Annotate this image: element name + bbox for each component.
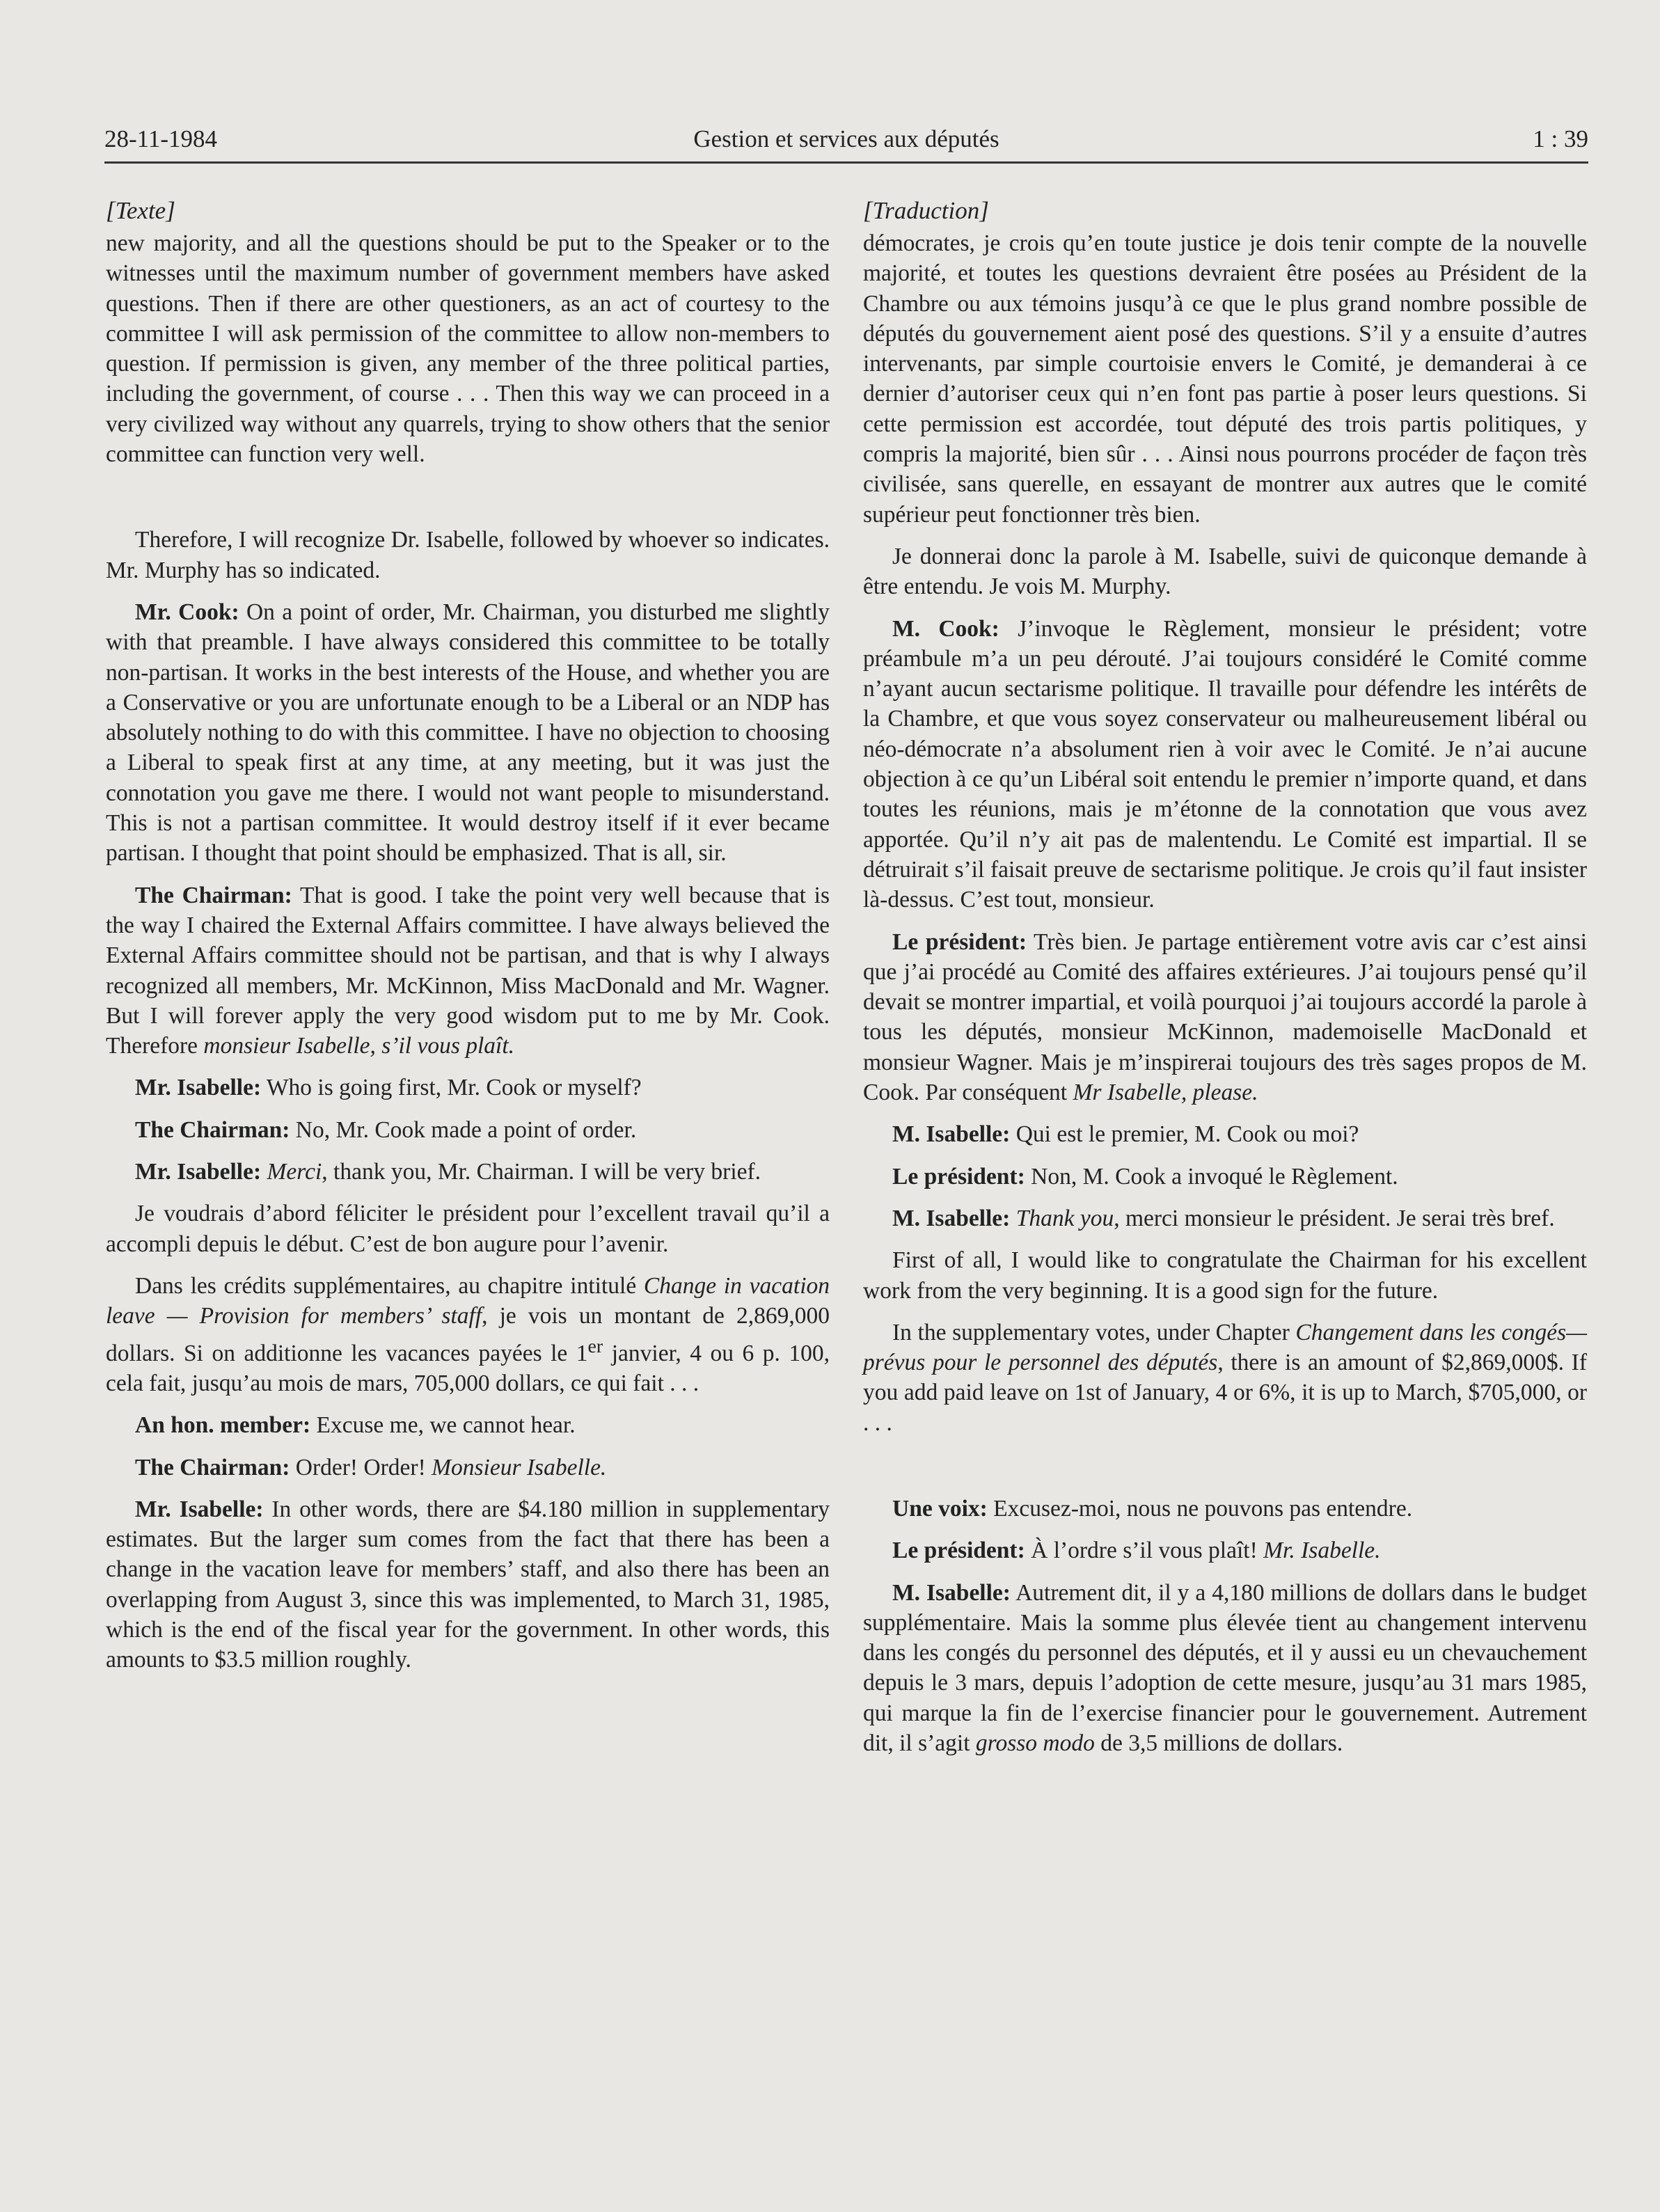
column-tag: [Texte] [106, 197, 175, 224]
speaker-name: Le président: [892, 1538, 1025, 1564]
paragraph: Therefore, I will recognize Dr. Isabelle, followed by whoever so indicates. Mr. Murphy has so indicated. [106, 527, 830, 583]
paragraph: The Chairman: No, Mr. Cook made a point of order. [135, 1116, 637, 1143]
paragraph: M. Isabelle: Autrement dit, il y a 4,180 millions de dollars dans le budget supplémentaire. Mais la somme plus élevée tient au changement intervenu dans les congés du personnel des députés, et il y aussi eu un chevauchement depuis le 3 mars, depuis l’adoption de cette mesure, jusqu’au 31 mars 1985, qui marque la fin de l’exercise financier pour le gouvernement. Autrement dit, il s’agit grosso modo de 3,5 millions de dollars. [863, 1579, 1587, 1757]
speaker-name: Mr. Isabelle: [135, 1159, 262, 1185]
header-date: 28-11-1984 [104, 125, 218, 152]
speaker-name: M. Isabelle: [892, 1205, 1011, 1231]
paragraph: M. Isabelle: Thank you, merci monsieur le président. Je serai très bref. [892, 1205, 1555, 1231]
paragraph: Le président: Très bien. Je partage entièrement votre avis car c’est ainsi que j’ai procédé au Comité des affaires extérieures. J’ai toujours pensé qu’il devait se montrer impartial, et voilà pourquoi j’ai toujours accordé la parole à tous les députés, monsieur McKinnon, mademoiselle MacDonald et monsieur Wagner. Mais je m’inspirerai toujours des très sages propos de M. Cook. Par conséquent Mr Isabelle, please. [863, 929, 1587, 1106]
paragraph: In the supplementary votes, under Chapter Changement dans les congés—prévus pour le personnel des députés, there is an amount of $2,869,000$. If you add paid leave on 1st of January, 4 or 6%, it is up to March, $705,000, or . . . [863, 1319, 1587, 1436]
paragraph: The Chairman: That is good. I take the point very well because that is the way I chaired the External Affairs committee. I have always believed the External Affairs committee should not be partisan, and that is why I always recognized all members, Mr. McKinnon, Miss MacDonald and Mr. Wagner. But I will forever apply the very good wisdom put to me by Mr. Cook. Therefore monsieur Isabelle, s’il vous plaît. [106, 882, 830, 1059]
speaker-name: Mr. Isabelle: [135, 1075, 262, 1101]
speaker-name: The Chairman: [135, 882, 292, 908]
speaker-name: M. Cook: [892, 615, 999, 642]
header-title: Gestion et services aux députés [693, 125, 999, 152]
paragraph: new majority, and all the questions should be put to the Speaker or to the witnesses until the maximum number of government members have asked questions. Then if there are other questioners, as an act of courtesy to the committee I will ask permission of the committee to allow non-members to question. If permission is given, any member of the three political parties, including the government, of course . . . Then this way we can proceed in a very civilized way without any quarrels, trying to show others that the senior committee can function very well. [106, 230, 830, 468]
speaker-name: The Chairman: [135, 1454, 290, 1480]
speaker-name: Mr. Cook: [135, 599, 239, 625]
paragraph: M. Cook: J’invoque le Règlement, monsieur le président; votre préambule m’a un peu dérouté. J’ai toujours considéré le Comité comme n’ayant aucun sectarisme politique. Il travaille pour défendre les intérêts de la Chambre, et que vous soyez conservateur ou malheureusement libéral ou néo-démocrate n’a absolument rien à voir avec le Comité. Je n’ai aucune objection à ce qu’un Libéral soit entendu le premier n’importe quand, et dans toutes les réunions, mais je m’étonne de la connotation que vous avez apportée. Qu’il n’y ait pas de malentendu. Le Comité est impartial. Il se détruirait s’il faisait preuve de sectarisme politique. Je crois qu’il faut insister là-dessus. C’est tout, monsieur. [863, 615, 1587, 913]
paragraph: Le président: À l’ordre s’il vous plaît! Mr. Isabelle. [892, 1538, 1381, 1564]
paragraph: Mr. Cook: On a point of order, Mr. Chairman, you disturbed me slightly with that preamble. I have always considered this committee to be totally non-partisan. It works in the best interests of the House, and whether you are a Conservative or you are unfortunate enough to be a Liberal or an NDP has absolutely nothing to do with this committee. I have no objection to choosing a Liberal to speak first at any time, at any meeting, but it was just the connotation you gave me there. I would not want people to misunderstand. This is not a partisan committee. It would destroy itself if it ever became partisan. I thought that point should be emphasized. That is all, sir. [106, 599, 830, 867]
speaker-name: M. Isabelle: [892, 1579, 1011, 1606]
paragraph: Je voudrais d’abord féliciter le président pour l’excellent travail qu’il a accompli depuis le début. C’est de bon augure pour l’avenir. [106, 1201, 830, 1257]
column-tag: [Traduction] [863, 197, 989, 224]
speaker-name: An hon. member: [135, 1412, 311, 1439]
paragraph: Mr. Isabelle: Who is going first, Mr. Cook or myself? [135, 1075, 642, 1101]
speaker-name: The Chairman: [135, 1116, 290, 1143]
speaker-name: Une voix: [892, 1495, 988, 1522]
paragraph: Je donnerai donc la parole à M. Isabelle, suivi de quiconque demande à être entendu. Je vois M. Murphy. [863, 543, 1587, 600]
paragraph: Dans les crédits supplémentaires, au chapitre intitulé Change in vacation leave — Provision for members’ staff, je vois un montant de 2,869,000 dollars. Si on additionne les vacances payées le 1er janvier, 4 ou 6 p. 100, cela fait, jusqu’au mois de mars, 705,000 dollars, ce qui fait . . . [106, 1272, 830, 1396]
speaker-name: Le président: [892, 929, 1027, 955]
paragraph: démocrates, je crois qu’en toute justice je dois tenir compte de la nouvelle majorité, et toutes les questions devraient être posées au Président de la Chambre ou aux témoins jusqu’à ce que le plus grand nombre possible de députés du gouvernement aient posé des questions. S’il y a ensuite d’autres intervenants, par simple courtoisie envers le Comité, je demanderai à ce dernier d’autoriser ceux qui n’en font pas partie à poser leurs questions. Si cette permission est accordée, tout député des trois partis politiques, y compris la majorité, bien sûr . . . Ainsi nous pourrons procéder de façon très civilisée, sans querelle, en essayant de montrer aux autres que le comité supérieur peut fonctionner très bien. [863, 230, 1587, 528]
english-column [106, 197, 830, 1687]
paragraph: M. Isabelle: Qui est le premier, M. Cook ou moi? [892, 1121, 1359, 1148]
page-header [104, 120, 1588, 164]
paragraph: Mr. Isabelle: Merci, thank you, Mr. Chairman. I will be very brief. [135, 1159, 761, 1185]
speaker-name: Le président: [892, 1163, 1025, 1190]
paragraph: An hon. member: Excuse me, we cannot hear. [135, 1412, 576, 1439]
speaker-name: M. Isabelle: [892, 1121, 1011, 1148]
paragraph: Une voix: Excusez-moi, nous ne pouvons pas entendre. [892, 1495, 1413, 1522]
paragraph: Mr. Isabelle: In other words, there are $4.180 million in supplementary estimates. But the larger sum comes from the fact that there has been a change in the vacation leave for members’ staff, and also there has been an overlapping from August 3, since this was implemented, to March 31, 1985, which is the end of the fiscal year for the government. In other words, this amounts to $3.5 million roughly. [106, 1496, 830, 1673]
speaker-name: Mr. Isabelle: [135, 1496, 264, 1522]
paragraph: Le président: Non, M. Cook a invoqué le Règlement. [892, 1163, 1398, 1190]
header-page-number: 1 : 39 [1533, 125, 1588, 152]
french-column [863, 197, 1587, 1770]
paragraph: First of all, I would like to congratulate the Chairman for his excellent work from the very beginning. It is a good sign for the future. [863, 1247, 1587, 1304]
paragraph: The Chairman: Order! Order! Monsieur Isabelle. [135, 1454, 607, 1480]
